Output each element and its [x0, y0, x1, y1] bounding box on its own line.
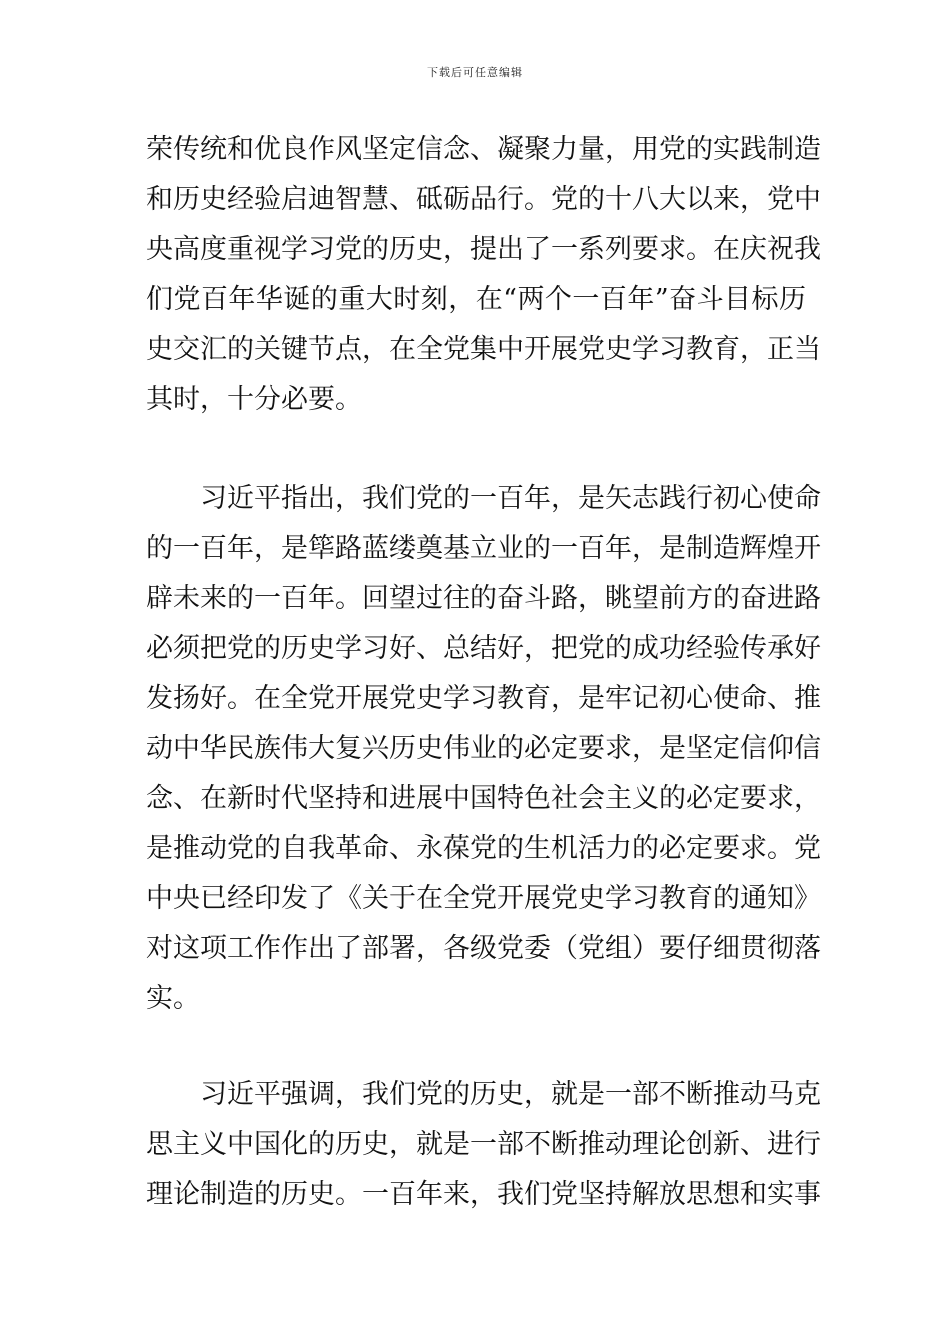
header-note: 下载后可任意编辑 — [427, 66, 523, 79]
text-line: 理论制造的历史。一百年来，我们党坚持解放思想和实事 — [146, 1179, 821, 1210]
text-line: 实。 — [146, 983, 200, 1014]
text-line: 史交汇的关键节点，在全党集中开展党史学习教育，正当 — [146, 334, 821, 365]
text-line: 习近平强调，我们党的历史，就是一部不断推动马克 — [200, 1079, 821, 1110]
text-line: 动中华民族伟大复兴历史伟业的必定要求，是坚定信仰信 — [146, 733, 821, 764]
text-line: 荣传统和优良作风坚定信念、凝聚力量，用党的实践制造 — [146, 134, 821, 165]
paragraph-2 — [146, 474, 821, 1024]
text-line: 中央已经印发了《关于在全党开展党史学习教育的通知》 — [146, 883, 821, 914]
text-line: 思主义中国化的历史，就是一部不断推动理论创新、进行 — [146, 1129, 821, 1160]
text-line: 习近平指出，我们党的一百年，是矢志践行初心使命 — [200, 483, 821, 514]
text-line: 央高度重视学习党的历史，提出了一系列要求。在庆祝我 — [146, 234, 821, 265]
text-line: 的一百年，是筚路蓝缕奠基立业的一百年，是制造辉煌开 — [146, 533, 821, 564]
text-line: 必须把党的历史学习好、总结好，把党的成功经验传承好 — [146, 633, 821, 664]
text-line: 们党百年华诞的重大时刻，在“两个一百年”奋斗目标历 — [146, 284, 806, 315]
text-line: 是推动党的自我革命、永葆党的生机活力的必定要求。党 — [146, 833, 821, 864]
paragraph-3 — [146, 1070, 821, 1220]
text-line: 其时，十分必要。 — [146, 384, 362, 415]
text-line: 和历史经验启迪智慧、砥砺品行。党的十八大以来，党中 — [146, 184, 821, 215]
text-line: 对这项工作作出了部署，各级党委（党组）要仔细贯彻落 — [146, 933, 821, 964]
text-line: 念、在新时代坚持和进展中国特色社会主义的必定要求， — [146, 783, 821, 814]
text-line: 辟未来的一百年。回望过往的奋斗路，眺望前方的奋进路 — [146, 583, 821, 614]
text-line: 发扬好。在全党开展党史学习教育，是牢记初心使命、推 — [146, 683, 821, 714]
paragraph-1 — [146, 125, 821, 425]
